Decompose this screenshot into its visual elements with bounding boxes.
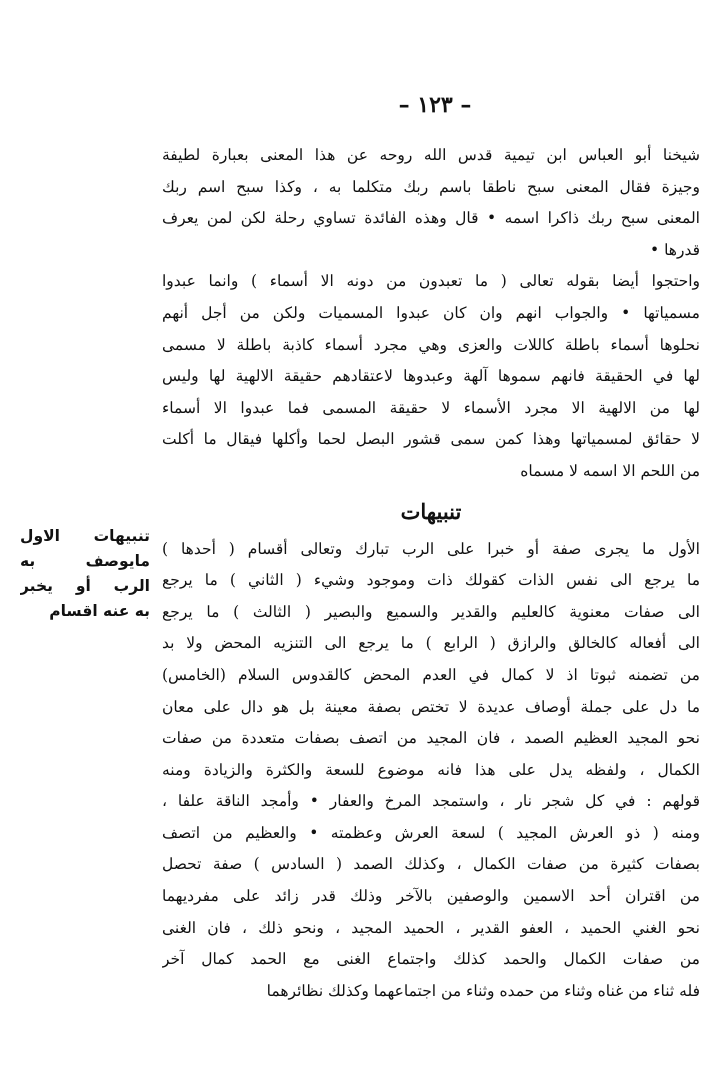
margin-note-line: الرب أو يخبر <box>20 577 150 595</box>
text-line: قدرها • <box>650 240 700 259</box>
text-line: الى صفات معنوية كالعليم والقدير والسميع والبصير ( الثالث ) ما يرجع <box>162 602 700 621</box>
text-line: الكمال ، ولفظه يدل على هذا فانه موضوع للسعة والكثرة والزيادة ومنه <box>162 760 700 779</box>
text-line: لا حقائق لمسمياتها وهذا كمن سمى قشور البصل لحما وأكلها فيقال ما أكلت <box>162 430 700 449</box>
text-line: مسمياتها • والجواب انهم وان كان عبدوا المسميات ولكن من أجل أنهم <box>162 303 700 322</box>
paragraph <box>162 266 700 487</box>
text-line: واحتجوا أيضا بقوله تعالى ( ما تعبدون من دونه الا أسماء ) وانما عبدوا <box>162 272 700 291</box>
text-line: من اللحم الا اسمه لا مسماه <box>520 461 700 480</box>
text-line: نحو الغني الحميد ، العفو القدير ، الحميد المجيد ، ونحو ذلك ، فان الغنى <box>162 918 700 937</box>
text-line: لها في الحقيقة فانهم سموها آلهة وعبدوها لاعتقادهم حقيقة الالهية لها وليس <box>162 367 700 386</box>
text-line: لها من الالهية الا مجرد الأسماء لا حقيقة المسمى فما عبدوا الا أسماء <box>162 398 700 417</box>
text-line: الأول ما يجرى صفة أو خبرا على الرب تبارك وتعالى أقسام ( أحدها ) <box>162 539 700 558</box>
text-line: الى أفعاله كالخالق والرازق ( الرابع ) ما يرجع الى التنزيه المحض ولا بد <box>162 634 700 653</box>
main-text <box>162 140 700 1007</box>
paragraph <box>162 534 700 1008</box>
margin-note-line: به عنه اقسام <box>49 602 150 620</box>
text-line: المعنى سبح ربك ذاكرا اسمه • قال وهذه الفائدة تساوي رحلة لكن لمن يعرف <box>162 209 700 228</box>
margin-note-line: تنبيهات الاول <box>20 527 150 545</box>
text-line: فله ثناء من غناه وثناء من حمده وثناء من اجتماعهما وكذلك نظائرهما <box>266 981 700 1000</box>
text-line: نحو المجيد العظيم الصمد ، فان المجيد من اتصف بصفات متعددة من صفات <box>162 729 700 748</box>
text-line: نحلوها أسماء باطلة كاللات والعزى وهي مجرد أسماء كاذبة باطلة لا مسمى <box>162 335 700 354</box>
text-line: قولهم : في كل شجر نار ، واستمجد المرخ والعفار • وأمجد الناقة علفا ، <box>162 792 700 811</box>
text-line: ما يرجع الى نفس الذات كقولك ذات وموجود وشيء ( الثاني ) ما يرجع <box>162 571 700 590</box>
paragraph <box>162 140 700 266</box>
text-line: ومنه ( ذو العرش المجيد ) لسعة العرش وعظمته • والعظيم من اتصف <box>162 823 700 842</box>
section-heading: تنبيهات <box>400 498 462 524</box>
text-line: من تضمنه ثبوتا اذ لا كمال في العدم المحض كالقدوس السلام (الخامس) <box>162 665 700 684</box>
margin-note-line: مايوصف به <box>20 552 150 570</box>
text-line: بصفات كثيرة من صفات الكمال ، وكذلك الصمد ( السادس ) صفة تحصل <box>162 855 700 874</box>
text-line: وجيزة فقال المعنى سبح ناطقا باسم ربك متكلما به ، وكذا سبح اسم ربك <box>162 177 700 196</box>
text-line: ما دل على جملة أوصاف عديدة لا تختص بصفة معينة بل هو دال على معان <box>162 697 700 716</box>
margin-note <box>20 524 150 624</box>
text-line: من اقتران أحد الاسمين والوصفين بالآخر وذلك قدر زائد على مفرديهما <box>162 887 700 906</box>
text-line: شيخنا أبو العباس ابن تيمية قدس الله روحه عن هذا المعنى بعبارة لطيفة <box>162 146 700 164</box>
text-line: من صفات الكمال والحمد كذلك واجتماع الغنى مع الحمد كمال آخر <box>162 950 700 969</box>
page-number: – ١٢٣ – <box>398 92 472 118</box>
